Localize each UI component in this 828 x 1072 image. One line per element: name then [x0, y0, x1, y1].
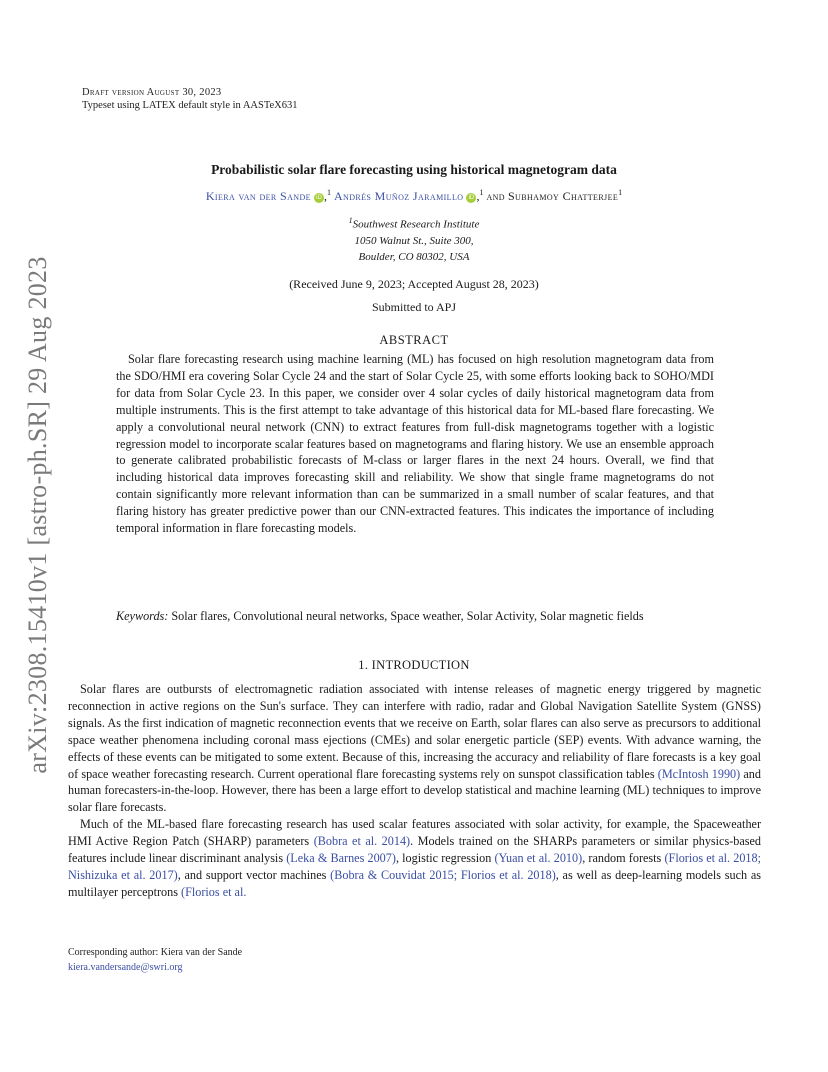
draft-version: Draft version August 30, 2023: [82, 87, 222, 98]
keywords-label: Keywords:: [116, 609, 169, 623]
citation-link[interactable]: (McIntosh 1990): [657, 766, 741, 781]
citation-link[interactable]: (Bobra et al. 2014): [313, 834, 411, 849]
affiliation-city: Boulder, CO 80302, USA: [358, 250, 470, 263]
author-conjunction: and: [486, 189, 505, 203]
author-list: Kiera van der Sande iD ,$^1$ Andrés Muñoz Jaramillo iD ,$^1$ and Subhamoy Chatterjee$^1$: [205, 188, 623, 203]
citation-link[interactable]: (Leka & Barnes 2007): [286, 851, 396, 866]
citation-link[interactable]: (Florios et al.: [181, 884, 247, 899]
typeset-note: Typeset using LATEX default style in AASTeX631: [82, 100, 298, 111]
intro-paragraph-1: Solar flares are outbursts of electromagnetic radiation associated with intense releases of magnetic energy triggered by magnetic reconnection in active regions on the Sun's surface. They can interfere with radio, radar and Global Navigation Satellite System (GNSS) signals. As the first indication of magnetic reconnection events that we receive on Earth, solar flares can also serve as precursors to additional space weather phenomena including coronal mass ejections (CMEs) and solar energetic particle (SEP) events. With advance warning, the effects of these events can be mitigated to some extent. Because of this, increasing the accuracy and reliability of flare forecasts is a key goal of space weather forecasting research. Current operational flare forecasting systems rely on sunspot classification tables (McIntosh 1990) and human forecasters-in-the-loop. However, there has been a large effort to develop statistical and machine learning (ML) techniques to improve solar flare forecasts.: [68, 682, 761, 815]
corresponding-author-footnote: [68, 945, 242, 975]
arxiv-identifier: arXiv:2308.15410v1 [astro-ph.SR] 29 Aug 2023: [23, 256, 52, 774]
author-email-link[interactable]: kiera.vandersande@swri.org: [68, 962, 183, 973]
affiliation-institute: Southwest Research Institute: [352, 218, 480, 231]
affiliation-marker: 1: [326, 188, 331, 197]
author-1-link[interactable]: Kiera van der Sande: [205, 189, 311, 203]
keywords-text: Solar flares, Convolutional neural networks, Space weather, Solar Activity, Solar magnetic fields: [171, 609, 644, 623]
submitted-to: Submitted to APJ: [371, 300, 457, 314]
intro-paragraph-2: Much of the ML-based flare forecasting research has used scalar features associated with solar activity, for example, the Spaceweather HMI Active Region Patch (SHARP) parameters (Bobra et al. 2014). Models trained on the SHARPs parameters or similar physics-based features include linear discriminant analysis (Leka & Barnes 2007), logistic regression (Yuan et al. 2010), random forests (Florios et al. 2018; Nishizuka et al. 2017), and support vector machines (Bobra & Couvidat 2015; Florios et al. 2018), as well as deep-learning models such as multilayer perceptrons (Florios et al.: [68, 817, 762, 899]
introduction-body: [68, 681, 761, 901]
arxiv-sidebar-stamp: [8, 255, 68, 775]
affiliation-marker: 1: [618, 188, 623, 197]
orcid-icon[interactable]: iD: [314, 193, 324, 203]
paper-title: Probabilistic solar flare forecasting using historical magnetogram data: [211, 162, 617, 177]
affiliation-street: 1050 Walnut St., Suite 300,: [354, 234, 474, 247]
draft-header: [82, 86, 298, 112]
author-3: Subhamoy Chatterjee: [507, 189, 619, 203]
affiliation-marker: 1: [348, 216, 353, 225]
abstract-heading: ABSTRACT: [379, 333, 449, 347]
corresponding-author: Corresponding author: Kiera van der Sande: [68, 947, 243, 958]
orcid-icon[interactable]: iD: [466, 193, 476, 203]
abstract-text: Solar flare forecasting research using machine learning (ML) has focused on high resolution magnetogram data from the SDO/HMI era covering Solar Cycle 24 and the start of Solar Cycle 25, with some efforts looking back to SOHO/MDI for data from Solar Cycle 23. In this paper, we consider over 4 solar cycles of daily historical magnetogram data from multiple instruments. This is the first attempt to take advantage of this historical data for ML-based flare forecasting. We apply a convolutional neural network (CNN) to extract features from full-disk magnetograms together with a logistic regression model to incorporate scalar features based on magnetograms and flaring history. We use an ensemble approach to generate calibrated probabilistic forecasts of M-class or larger flares in the next 24 hours. Overall, we find that including historical data improves forecasting skill and reliability. We show that single frame magnetograms do not contain significantly more relevant information than can be summarized in a small number of scalar features, and that flaring history has greater predictive power than our CNN-extracted features. This indicates the importance of including temporal information in flare forecasting models.: [116, 352, 714, 536]
affiliation: [82, 213, 746, 265]
author-2-link[interactable]: Andrés Muñoz Jaramillo: [333, 189, 464, 203]
section-heading-introduction: 1. INTRODUCTION: [358, 658, 470, 672]
citation-link[interactable]: (Florios et al. 2018; Nishizuka et al. 2017): [68, 851, 761, 882]
keywords: [116, 608, 714, 625]
citation-link[interactable]: (Yuan et al. 2010): [494, 851, 583, 866]
received-dates: (Received June 9, 2023; Accepted August 28, 2023): [289, 277, 539, 291]
citation-link[interactable]: (Bobra & Couvidat 2015; Florios et al. 2018): [330, 867, 556, 882]
affiliation-marker: 1: [479, 188, 484, 197]
